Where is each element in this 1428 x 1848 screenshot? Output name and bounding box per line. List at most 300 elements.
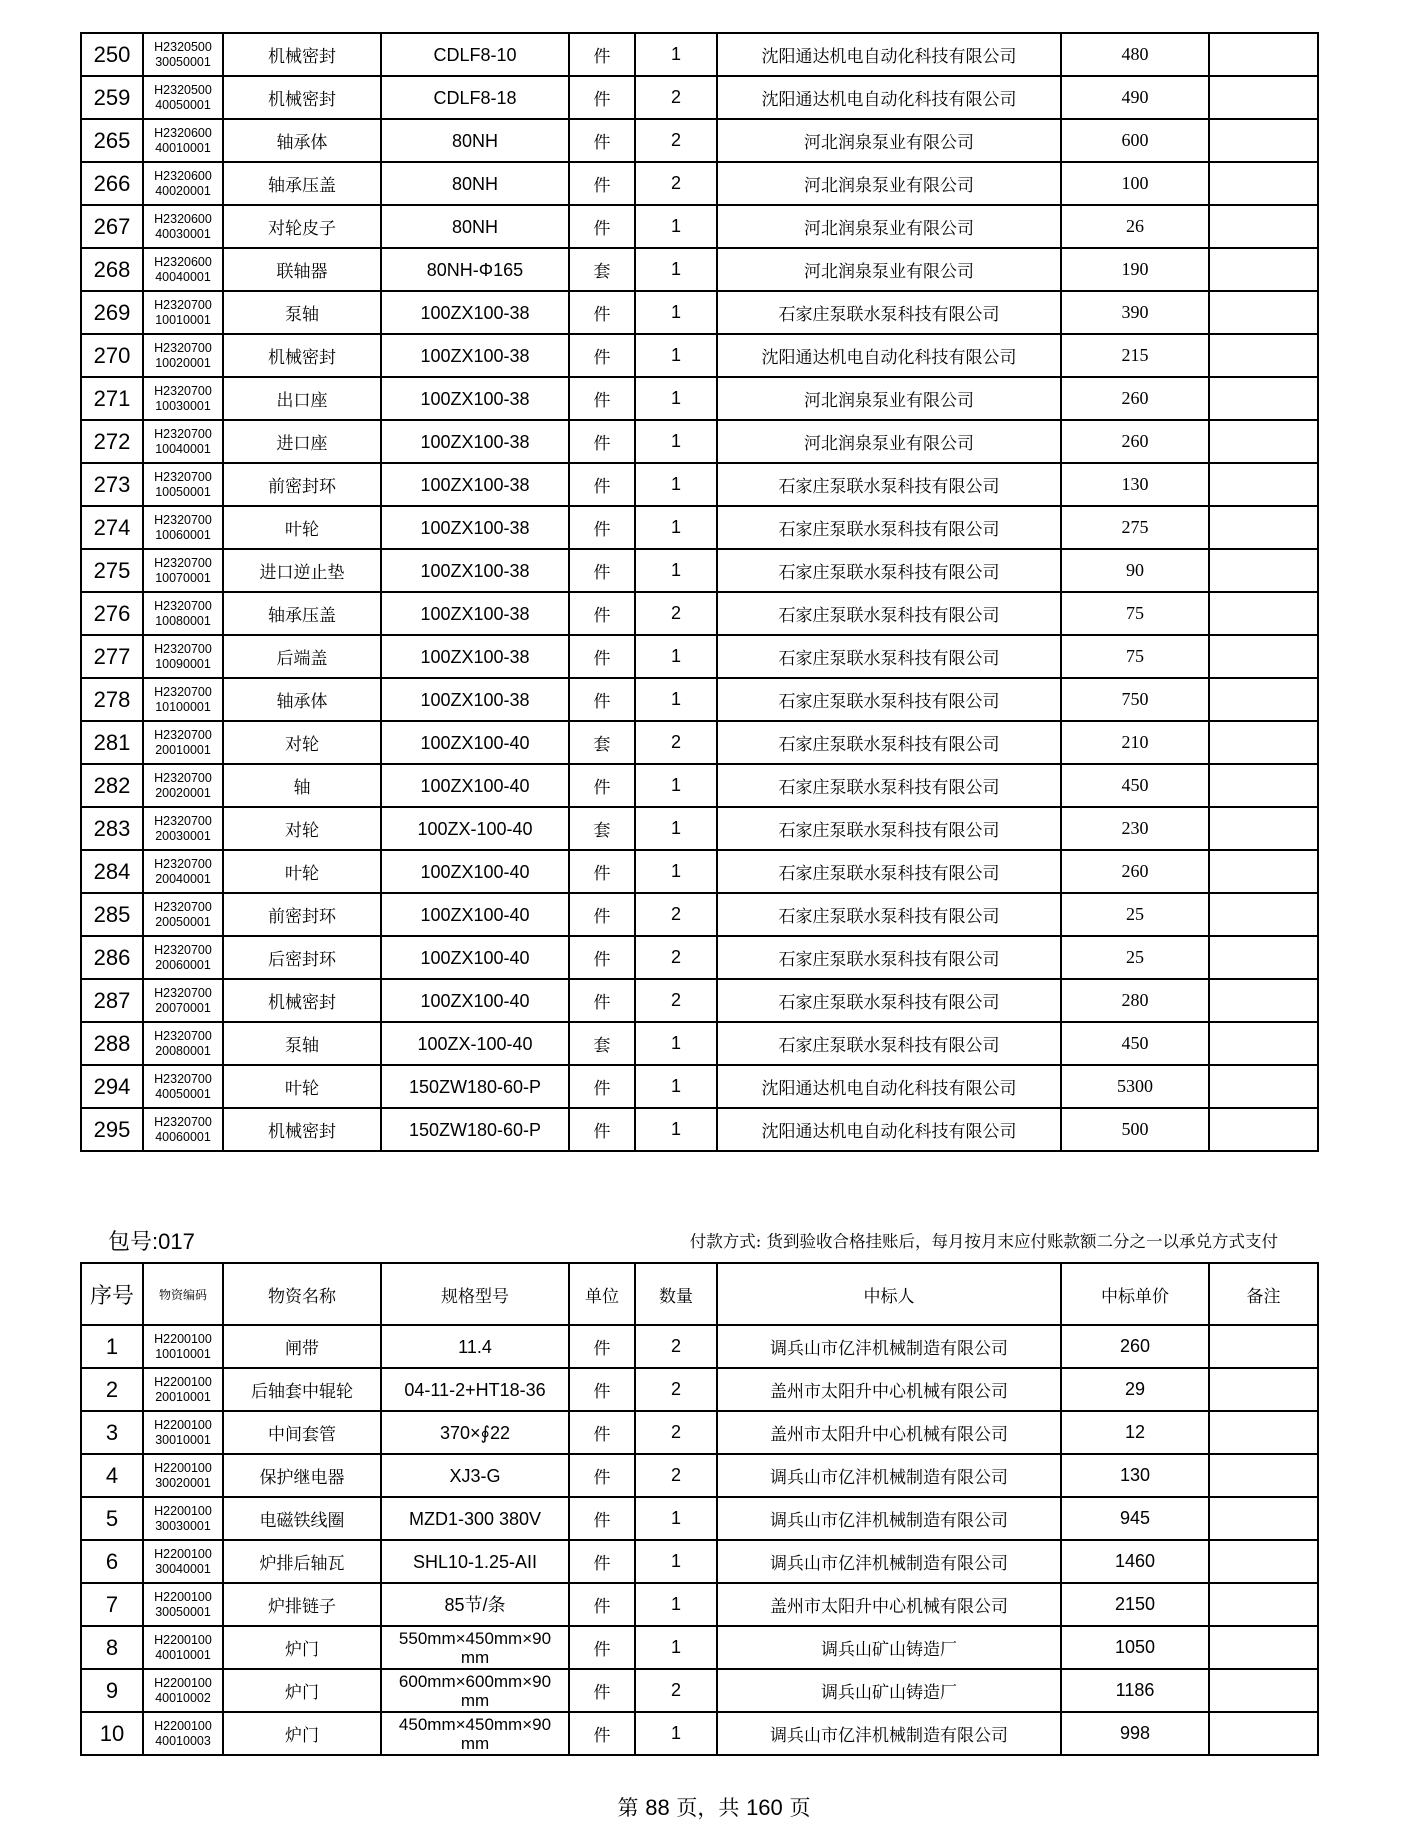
cell-quantity: 2 [635,1669,717,1712]
text-line: 20040001 [155,871,211,886]
header-seq: 序号 [81,1263,143,1325]
cell-unit: 件 [569,764,635,807]
text-line: 20010001 [155,1389,211,1404]
text-line: H2320700 [154,641,212,656]
cell-unit-price: 1050 [1061,1626,1209,1669]
cell-material-name: 轴承体 [223,678,381,721]
cell-seq: 282 [81,764,143,807]
cell-material-name: 机械密封 [223,76,381,119]
cell-seq: 276 [81,592,143,635]
cell-seq: 283 [81,807,143,850]
text-line: 20080001 [155,1043,211,1058]
cell-unit-price: 25 [1061,936,1209,979]
cell-quantity: 1 [635,334,717,377]
cell-spec: 80NH [381,119,569,162]
table-row [81,1540,1318,1583]
cell-material-name: 前密封环 [223,893,381,936]
cell-winner: 调兵山市亿沣机械制造有限公司 [717,1712,1061,1755]
cell-spec: 100ZX100-38 [381,420,569,463]
table-row [81,1325,1318,1368]
cell-seq: 269 [81,291,143,334]
footer-middle: 页，共 [676,1796,740,1820]
cell-spec: 100ZX100-38 [381,377,569,420]
cell-unit-price: 750 [1061,678,1209,721]
cell-unit-price: 260 [1061,850,1209,893]
page-footer [0,1792,1428,1822]
cell-unit: 件 [569,1712,635,1755]
cell-seq: 10 [81,1712,143,1755]
cell-unit: 件 [569,1065,635,1108]
cell-quantity: 1 [635,678,717,721]
text-line: 85节/条 [444,1594,506,1615]
cell-material-code [143,1368,223,1411]
cell-unit-price: 100 [1061,162,1209,205]
header-name: 物资名称 [223,1263,381,1325]
text-line: 370×∮22 [440,1422,510,1443]
header-unit: 单位 [569,1263,635,1325]
cell-seq: 295 [81,1108,143,1151]
cell-note [1209,1669,1318,1712]
cell-material-code [143,979,223,1022]
cell-material-code [143,1712,223,1755]
text-line: H2320600 [154,125,212,140]
text-line: 10010001 [155,1346,211,1361]
cell-note [1209,1108,1318,1151]
cell-unit-price: 210 [1061,721,1209,764]
cell-note [1209,377,1318,420]
cell-unit-price: 260 [1061,377,1209,420]
cell-note [1209,291,1318,334]
cell-material-code [143,1454,223,1497]
text-line: H2320700 [154,426,212,441]
cell-unit-price: 29 [1061,1368,1209,1411]
cell-quantity: 1 [635,33,717,76]
cell-material-name: 轴承体 [223,119,381,162]
cell-winner: 河北润泉泵业有限公司 [717,420,1061,463]
cell-unit-price: 1460 [1061,1540,1209,1583]
cell-spec: 80NH [381,205,569,248]
cell-material-code [143,1108,223,1151]
text-line: 10060001 [155,527,211,542]
text-line: H2320700 [154,770,212,785]
footer-page-number: 88 [645,1795,670,1820]
cell-seq: 2 [81,1368,143,1411]
cell-unit: 套 [569,807,635,850]
cell-material-name: 出口座 [223,377,381,420]
text-line: H2320700 [154,512,212,527]
cell-seq: 5 [81,1497,143,1540]
cell-material-name: 进口逆止垫 [223,549,381,592]
text-line: 40030001 [155,226,211,241]
cell-note [1209,1626,1318,1669]
text-line: H2320700 [154,727,212,742]
text-line: 40010001 [155,1647,211,1662]
cell-spec: 80NH [381,162,569,205]
cell-unit-price: 390 [1061,291,1209,334]
cell-note [1209,936,1318,979]
cell-spec: 100ZX-100-40 [381,807,569,850]
cell-material-name: 轴承压盖 [223,162,381,205]
cell-unit-price: 450 [1061,764,1209,807]
cell-note [1209,807,1318,850]
cell-winner: 石家庄泵联水泵科技有限公司 [717,1022,1061,1065]
table-row [81,1454,1318,1497]
text-line: 40040001 [155,269,211,284]
header-code: 物资编码 [143,1263,223,1325]
cell-spec: 100ZX100-38 [381,463,569,506]
cell-unit: 件 [569,678,635,721]
cell-material-name: 机械密封 [223,334,381,377]
cell-seq: 268 [81,248,143,291]
cell-material-code [143,119,223,162]
cell-unit-price: 75 [1061,592,1209,635]
text-line: H2200100 [154,1503,212,1518]
cell-winner: 石家庄泵联水泵科技有限公司 [717,506,1061,549]
cell-unit-price: 25 [1061,893,1209,936]
text-line: 40010002 [155,1690,211,1705]
cell-winner: 石家庄泵联水泵科技有限公司 [717,850,1061,893]
cell-spec [381,1454,569,1497]
cell-spec: 100ZX-100-40 [381,1022,569,1065]
cell-note [1209,1454,1318,1497]
table-row [81,162,1318,205]
text-line: mm [460,1647,490,1667]
table-row [81,506,1318,549]
cell-spec: CDLF8-18 [381,76,569,119]
text-line: H2200100 [154,1718,212,1733]
cell-spec: 100ZX100-38 [381,291,569,334]
cell-note [1209,420,1318,463]
text-line: H2320700 [154,598,212,613]
cell-note [1209,76,1318,119]
cell-material-name: 对轮 [223,807,381,850]
cell-seq: 267 [81,205,143,248]
cell-unit: 件 [569,506,635,549]
cell-quantity: 2 [635,721,717,764]
cell-winner: 沈阳通达机电自动化科技有限公司 [717,334,1061,377]
cell-unit-price: 480 [1061,33,1209,76]
cell-unit-price: 260 [1061,1325,1209,1368]
cell-note [1209,119,1318,162]
text-line: H2320700 [154,340,212,355]
cell-material-code [143,936,223,979]
cell-material-code [143,33,223,76]
cell-note [1209,334,1318,377]
cell-unit: 件 [569,377,635,420]
cell-unit: 件 [569,936,635,979]
table-row [81,291,1318,334]
table-row [81,592,1318,635]
text-line: H2320700 [154,856,212,871]
cell-unit-price: 490 [1061,76,1209,119]
cell-seq: 4 [81,1454,143,1497]
text-line: 450mm×450mm×90 [398,1714,552,1734]
cell-unit-price: 130 [1061,463,1209,506]
cell-quantity: 2 [635,1368,717,1411]
cell-unit: 件 [569,33,635,76]
cell-material-name: 前密封环 [223,463,381,506]
cell-unit: 件 [569,1583,635,1626]
text-line: H2200100 [154,1632,212,1647]
cell-winner: 沈阳通达机电自动化科技有限公司 [717,1065,1061,1108]
cell-note [1209,635,1318,678]
items-table-continued [80,32,1319,1152]
cell-seq: 259 [81,76,143,119]
cell-note [1209,549,1318,592]
cell-spec: 100ZX100-38 [381,506,569,549]
cell-material-code [143,1497,223,1540]
header-note: 备注 [1209,1263,1318,1325]
cell-unit: 件 [569,635,635,678]
cell-unit-price: 998 [1061,1712,1209,1755]
table-row [81,205,1318,248]
table-row [81,635,1318,678]
cell-quantity: 2 [635,119,717,162]
table-row [81,721,1318,764]
text-line: MZD1-300 380V [408,1508,542,1529]
text-line: H2200100 [154,1417,212,1432]
text-line: 20030001 [155,828,211,843]
text-line: 30030001 [155,1518,211,1533]
cell-winner: 石家庄泵联水泵科技有限公司 [717,592,1061,635]
cell-note [1209,1583,1318,1626]
cell-winner: 河北润泉泵业有限公司 [717,248,1061,291]
cell-material-name: 闸带 [223,1325,381,1368]
text-line: H2320700 [154,1071,212,1086]
cell-note [1209,1325,1318,1368]
header-qty: 数量 [635,1263,717,1325]
cell-quantity: 2 [635,1325,717,1368]
text-line: 20020001 [155,785,211,800]
cell-material-code [143,1626,223,1669]
cell-winner: 河北润泉泵业有限公司 [717,119,1061,162]
cell-seq: 7 [81,1583,143,1626]
text-line: 600mm×600mm×90 [398,1671,552,1691]
cell-unit-price: 260 [1061,420,1209,463]
text-line: 10090001 [155,656,211,671]
cell-spec: 100ZX100-38 [381,334,569,377]
cell-unit: 套 [569,1022,635,1065]
cell-unit: 件 [569,850,635,893]
cell-winner: 石家庄泵联水泵科技有限公司 [717,721,1061,764]
text-line: 550mm×450mm×90 [398,1628,552,1648]
cell-unit-price: 450 [1061,1022,1209,1065]
cell-unit-price: 275 [1061,506,1209,549]
cell-seq: 273 [81,463,143,506]
cell-unit-price: 90 [1061,549,1209,592]
cell-unit: 件 [569,76,635,119]
text-line: H2320700 [154,297,212,312]
cell-material-name: 轴 [223,764,381,807]
cell-unit: 件 [569,119,635,162]
cell-unit-price: 26 [1061,205,1209,248]
cell-material-code [143,1022,223,1065]
cell-winner: 调兵山市亿沣机械制造有限公司 [717,1497,1061,1540]
cell-unit-price: 215 [1061,334,1209,377]
cell-quantity: 1 [635,420,717,463]
table-row [81,549,1318,592]
table-row [81,1497,1318,1540]
cell-spec [381,1325,569,1368]
cell-material-code [143,850,223,893]
cell-quantity: 1 [635,1022,717,1065]
cell-material-name: 对轮 [223,721,381,764]
cell-unit: 件 [569,979,635,1022]
cell-note [1209,850,1318,893]
cell-material-name: 叶轮 [223,850,381,893]
cell-winner: 石家庄泵联水泵科技有限公司 [717,936,1061,979]
cell-unit-price: 190 [1061,248,1209,291]
cell-spec: 100ZX100-40 [381,979,569,1022]
cell-note [1209,248,1318,291]
text-line: 40010003 [155,1733,211,1748]
text-line: H2320500 [154,39,212,54]
package-number: 包号:017 [108,1229,195,1254]
cell-unit-price: 130 [1061,1454,1209,1497]
cell-seq: 281 [81,721,143,764]
cell-quantity: 2 [635,893,717,936]
cell-material-code [143,721,223,764]
cell-spec [381,1626,569,1669]
cell-winner: 石家庄泵联水泵科技有限公司 [717,291,1061,334]
cell-material-name: 泵轴 [223,291,381,334]
cell-winner: 盖州市太阳升中心机械有限公司 [717,1368,1061,1411]
cell-seq: 6 [81,1540,143,1583]
cell-material-name: 后端盖 [223,635,381,678]
cell-note [1209,506,1318,549]
cell-unit: 件 [569,1540,635,1583]
table-row [81,807,1318,850]
cell-spec [381,1712,569,1755]
cell-unit-price: 945 [1061,1497,1209,1540]
cell-material-name: 中间套管 [223,1411,381,1454]
cell-spec [381,1497,569,1540]
cell-winner: 盖州市太阳升中心机械有限公司 [717,1583,1061,1626]
text-line: H2320700 [154,1114,212,1129]
text-line: 30050001 [155,54,211,69]
cell-spec [381,1583,569,1626]
cell-note [1209,1065,1318,1108]
cell-material-code [143,162,223,205]
cell-note [1209,979,1318,1022]
cell-material-name: 炉门 [223,1626,381,1669]
cell-quantity: 1 [635,506,717,549]
cell-winner: 调兵山市亿沣机械制造有限公司 [717,1540,1061,1583]
cell-quantity: 1 [635,549,717,592]
cell-material-code [143,377,223,420]
cell-seq: 274 [81,506,143,549]
cell-seq: 270 [81,334,143,377]
text-line: H2320600 [154,211,212,226]
cell-winner: 调兵山市亿沣机械制造有限公司 [717,1454,1061,1497]
cell-material-code [143,678,223,721]
table-row [81,1669,1318,1712]
text-line: H2200100 [154,1546,212,1561]
cell-spec: 100ZX100-38 [381,678,569,721]
cell-winner: 石家庄泵联水泵科技有限公司 [717,678,1061,721]
cell-seq: 285 [81,893,143,936]
footer-total-pages: 160 [746,1795,783,1820]
cell-quantity: 1 [635,850,717,893]
text-line: H2320700 [154,985,212,1000]
text-line: H2320700 [154,684,212,699]
cell-quantity: 2 [635,76,717,119]
cell-spec: 100ZX100-38 [381,592,569,635]
footer-prefix: 第 [617,1796,639,1820]
cell-material-code [143,592,223,635]
cell-winner: 沈阳通达机电自动化科技有限公司 [717,1108,1061,1151]
cell-note [1209,1497,1318,1540]
cell-quantity: 1 [635,1712,717,1755]
cell-note [1209,162,1318,205]
text-line: mm [460,1690,490,1710]
cell-seq: 294 [81,1065,143,1108]
cell-material-name: 炉门 [223,1669,381,1712]
cell-material-code [143,1669,223,1712]
cell-winner: 石家庄泵联水泵科技有限公司 [717,549,1061,592]
cell-seq: 250 [81,33,143,76]
text-line: H2320700 [154,469,212,484]
cell-winner: 石家庄泵联水泵科技有限公司 [717,979,1061,1022]
cell-material-code [143,1065,223,1108]
table-row [81,463,1318,506]
text-line: H2200100 [154,1460,212,1475]
cell-unit: 件 [569,1368,635,1411]
cell-material-name: 机械密封 [223,33,381,76]
text-line: 40010001 [155,140,211,155]
text-line: 10050001 [155,484,211,499]
cell-unit-price: 280 [1061,979,1209,1022]
cell-spec [381,1411,569,1454]
cell-spec: 80NH-Φ165 [381,248,569,291]
cell-quantity: 1 [635,1626,717,1669]
cell-note [1209,1368,1318,1411]
table-row [81,764,1318,807]
cell-material-name: 电磁铁线圈 [223,1497,381,1540]
text-line: 10020001 [155,355,211,370]
cell-material-code [143,463,223,506]
cell-material-code [143,635,223,678]
cell-material-name: 后密封环 [223,936,381,979]
cell-unit: 件 [569,463,635,506]
text-line: 20060001 [155,957,211,972]
text-line: 40020001 [155,183,211,198]
text-line: 30050001 [155,1604,211,1619]
cell-quantity: 2 [635,162,717,205]
cell-note [1209,764,1318,807]
cell-note [1209,1540,1318,1583]
cell-winner: 河北润泉泵业有限公司 [717,205,1061,248]
text-line: XJ3-G [449,1465,501,1486]
cell-spec: 100ZX100-40 [381,850,569,893]
table-row [81,248,1318,291]
text-line: SHL10-1.25-AII [412,1551,538,1572]
cell-winner: 石家庄泵联水泵科技有限公司 [717,635,1061,678]
cell-quantity: 1 [635,807,717,850]
cell-note [1209,1712,1318,1755]
table-row [81,1583,1318,1626]
cell-material-name: 叶轮 [223,1065,381,1108]
cell-material-name: 炉门 [223,1712,381,1755]
cell-seq: 271 [81,377,143,420]
table-row [81,893,1318,936]
cell-seq: 272 [81,420,143,463]
cell-material-name: 对轮皮子 [223,205,381,248]
cell-note [1209,678,1318,721]
cell-unit: 套 [569,721,635,764]
cell-material-code [143,76,223,119]
cell-quantity: 1 [635,1540,717,1583]
